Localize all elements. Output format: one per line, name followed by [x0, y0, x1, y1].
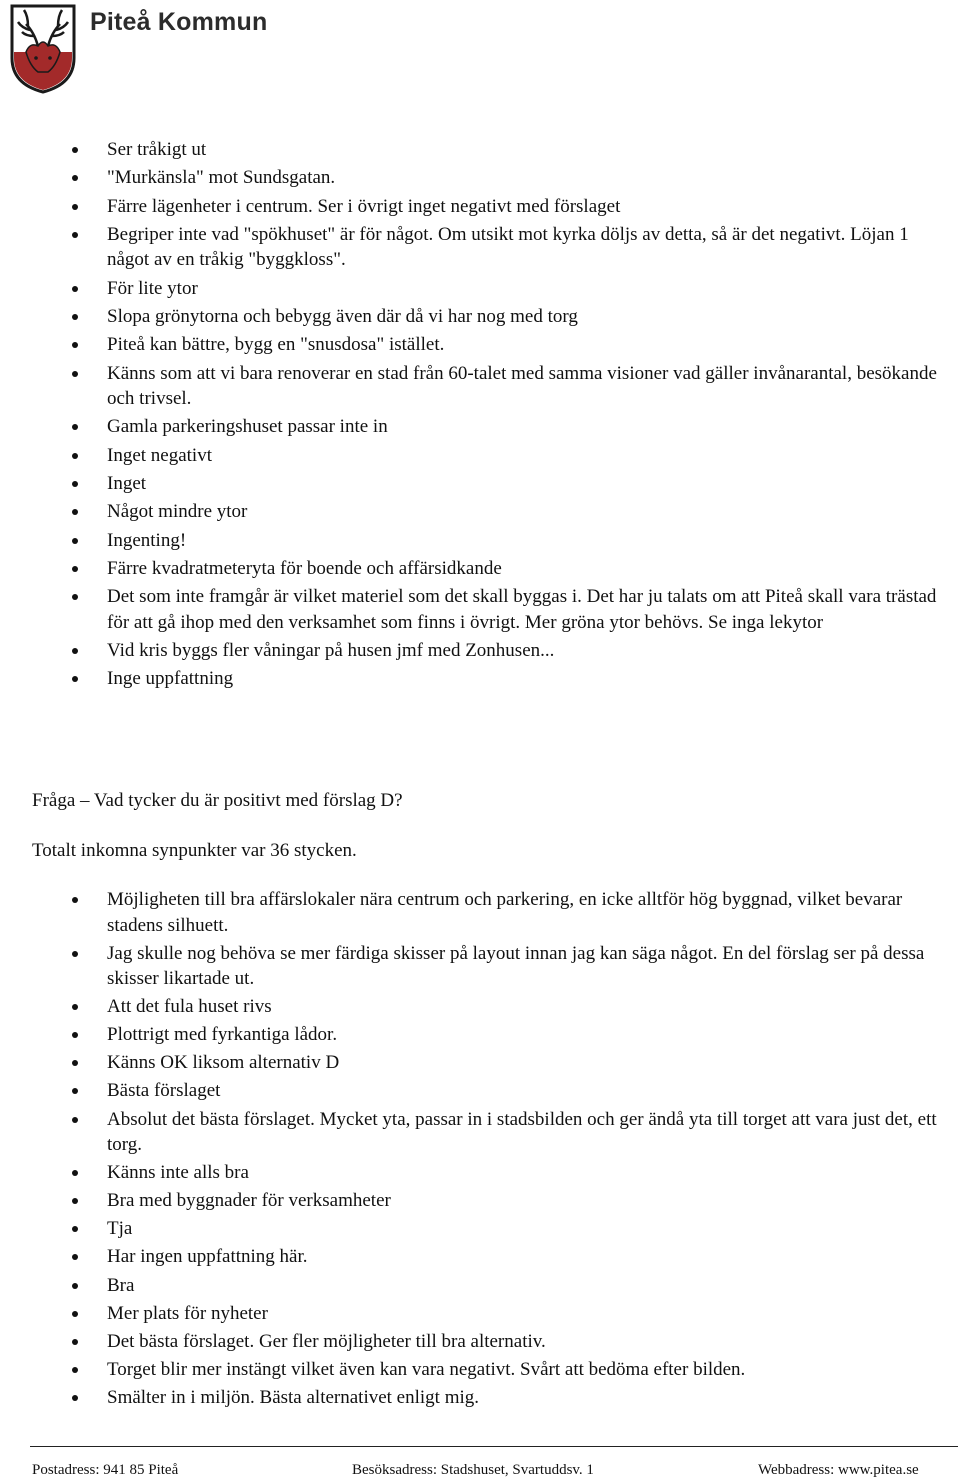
footer-postal-address: Postadress: 941 85 Piteå	[32, 1462, 179, 1478]
list-item	[0, 556, 960, 582]
bullet-icon	[72, 1254, 78, 1260]
bullet-icon	[72, 538, 78, 544]
bullet-icon	[72, 1117, 78, 1123]
bullet-icon	[72, 342, 78, 348]
list-item	[0, 994, 960, 1020]
list-item-text: Känns OK liksom alternativ D	[107, 1052, 340, 1074]
list-item-text: Absolut det bästa förslaget. Mycket yta, passar in i stadsbilden och ger ändå yta till torget att vara just det, ett torg.	[107, 1108, 937, 1156]
list-item-text: Jag skulle nog behöva se mer färdiga skisser på layout innan jag kan säga något. En del förslag ser på dessa skisser likartade ut.	[107, 942, 925, 990]
list-item	[0, 584, 960, 635]
list-item	[0, 1385, 960, 1411]
bullet-icon	[72, 175, 78, 181]
bullet-icon	[72, 1395, 78, 1401]
list-item	[0, 276, 960, 302]
list-item-text: Känns inte alls bra	[107, 1162, 249, 1184]
list-item	[0, 638, 960, 664]
list-item	[0, 137, 960, 163]
list-item	[0, 194, 960, 220]
list-item-text: Känns som att vi bara renoverar en stad från 60-talet med samma visioner vad gäller invånarantal, besökande och trivsel.	[107, 362, 937, 410]
list-item-text: Inget	[107, 472, 147, 494]
list-item-text: Slopa grönytorna och bebygg även där då vi har nog med torg	[107, 305, 578, 327]
list-item	[0, 1160, 960, 1186]
list-item	[0, 443, 960, 469]
list-item-text: Det bästa förslaget. Ger fler möjligheter till bra alternativ.	[107, 1330, 546, 1352]
bullet-icon	[72, 1088, 78, 1094]
bullet-icon	[72, 481, 78, 487]
list-item-text: Vid kris byggs fler våningar på husen jmf med Zonhusen...	[107, 639, 555, 661]
positive-comments-list	[0, 887, 960, 1413]
list-item-text: Piteå kan bättre, bygg en "snusdosa" istället.	[107, 334, 445, 356]
bullet-icon	[72, 1170, 78, 1176]
list-item-text: Möjligheten till bra affärslokaler nära centrum och parkering, en icke alltför hög byggnad, vilket bevarar stadens silhuett.	[107, 889, 903, 936]
list-item-text: Inget negativt	[107, 444, 212, 466]
bullet-icon	[72, 424, 78, 430]
bullet-icon	[72, 594, 78, 600]
footer-divider	[30, 1446, 958, 1447]
bullet-icon	[72, 676, 78, 682]
bullet-icon	[72, 314, 78, 320]
list-item	[0, 1244, 960, 1270]
list-item-text: Färre kvadratmeteryta för boende och affärsidkande	[107, 557, 502, 579]
list-item	[0, 666, 960, 692]
list-item-text: Tja	[107, 1218, 133, 1240]
list-item-text: "Murkänsla" mot Sundsgatan.	[107, 167, 336, 189]
bullet-icon	[72, 1060, 78, 1066]
org-name: Piteå Kommun	[90, 8, 268, 36]
list-item-text: Bra	[107, 1274, 135, 1296]
bullet-icon	[72, 1032, 78, 1038]
bullet-icon	[72, 1198, 78, 1204]
bullet-icon	[72, 1311, 78, 1317]
negative-comments-list	[0, 137, 960, 695]
bullet-icon	[72, 951, 78, 957]
bullet-icon	[72, 1367, 78, 1373]
list-item	[0, 1357, 960, 1383]
list-item-text: Inge uppfattning	[107, 668, 234, 690]
list-item	[0, 165, 960, 191]
page-header	[4, 2, 404, 94]
list-item	[0, 471, 960, 497]
list-item	[0, 361, 960, 412]
list-item-text: Torget blir mer instängt vilket även kan vara negativt. Svårt att bedöma efter bilden.	[107, 1358, 746, 1380]
list-item	[0, 1022, 960, 1048]
bullet-icon	[72, 453, 78, 459]
list-item-text: Färre lägenheter i centrum. Ser i övrigt inget negativt med förslaget	[107, 195, 621, 217]
list-item-text: Det som inte framgår är vilket materiel som det skall byggas i. Det har ju talats om att Piteå skall vara trästad för att gå ihop med den verksamhet som finns i övrigt. Mer gröna ytor behövs. Se inga lekytor	[107, 586, 937, 633]
total-count-text: Totalt inkomna synpunkter var 36 stycken.	[32, 840, 357, 861]
list-item	[0, 1329, 960, 1355]
bullet-icon	[72, 232, 78, 238]
list-item-text: Något mindre ytor	[107, 501, 248, 523]
bullet-icon	[72, 1283, 78, 1289]
list-item	[0, 1301, 960, 1327]
bullet-icon	[72, 286, 78, 292]
bullet-icon	[72, 509, 78, 515]
list-item	[0, 332, 960, 358]
list-item	[0, 528, 960, 554]
list-item	[0, 1273, 960, 1299]
list-item-text: Plottrigt med fyrkantiga lådor.	[107, 1024, 338, 1046]
bullet-icon	[72, 1226, 78, 1232]
list-item	[0, 1050, 960, 1076]
list-item	[0, 414, 960, 440]
list-item-text: Ser tråkigt ut	[107, 139, 207, 160]
pitea-coat-of-arms-logo	[8, 2, 78, 94]
list-item	[0, 222, 960, 273]
bullet-icon	[72, 566, 78, 572]
bullet-icon	[72, 204, 78, 210]
list-item	[0, 1107, 960, 1158]
list-item	[0, 1188, 960, 1214]
bullet-icon	[72, 897, 78, 903]
bullet-icon	[72, 1004, 78, 1010]
list-item	[0, 1216, 960, 1242]
footer-visit-address: Besöksadress: Stadshuset, Svartuddsv. 1	[352, 1462, 594, 1478]
bullet-icon	[72, 371, 78, 377]
list-item-text: Begriper inte vad "spökhuset" är för något. Om utsikt mot kyrka döljs av detta, så är det negativt. Löjan 1 något av en tråkig "byggkloss".	[107, 223, 909, 271]
list-item-text: Smälter in i miljön. Bästa alternativet enligt mig.	[107, 1386, 480, 1408]
bullet-icon	[72, 147, 78, 153]
bullet-icon	[72, 648, 78, 654]
list-item	[0, 499, 960, 525]
bullet-icon	[72, 1339, 78, 1345]
list-item	[0, 887, 960, 938]
question-heading: Fråga – Vad tycker du är positivt med förslag D?	[32, 790, 403, 811]
list-item-text: Har ingen uppfattning här.	[107, 1246, 308, 1268]
list-item-text: Ingenting!	[107, 529, 187, 551]
list-item	[0, 304, 960, 330]
list-item	[0, 1078, 960, 1104]
list-item-text: Gamla parkeringshuset passar inte in	[107, 416, 388, 438]
list-item-text: För lite ytor	[107, 277, 198, 299]
list-item-text: Bästa förslaget	[107, 1080, 221, 1102]
list-item-text: Mer plats för nyheter	[107, 1302, 268, 1324]
list-item	[0, 941, 960, 992]
footer-web-address: Webbadress: www.pitea.se	[758, 1462, 919, 1478]
list-item-text: Bra med byggnader för verksamheter	[107, 1190, 391, 1212]
list-item-text: Att det fula huset rivs	[107, 996, 272, 1018]
